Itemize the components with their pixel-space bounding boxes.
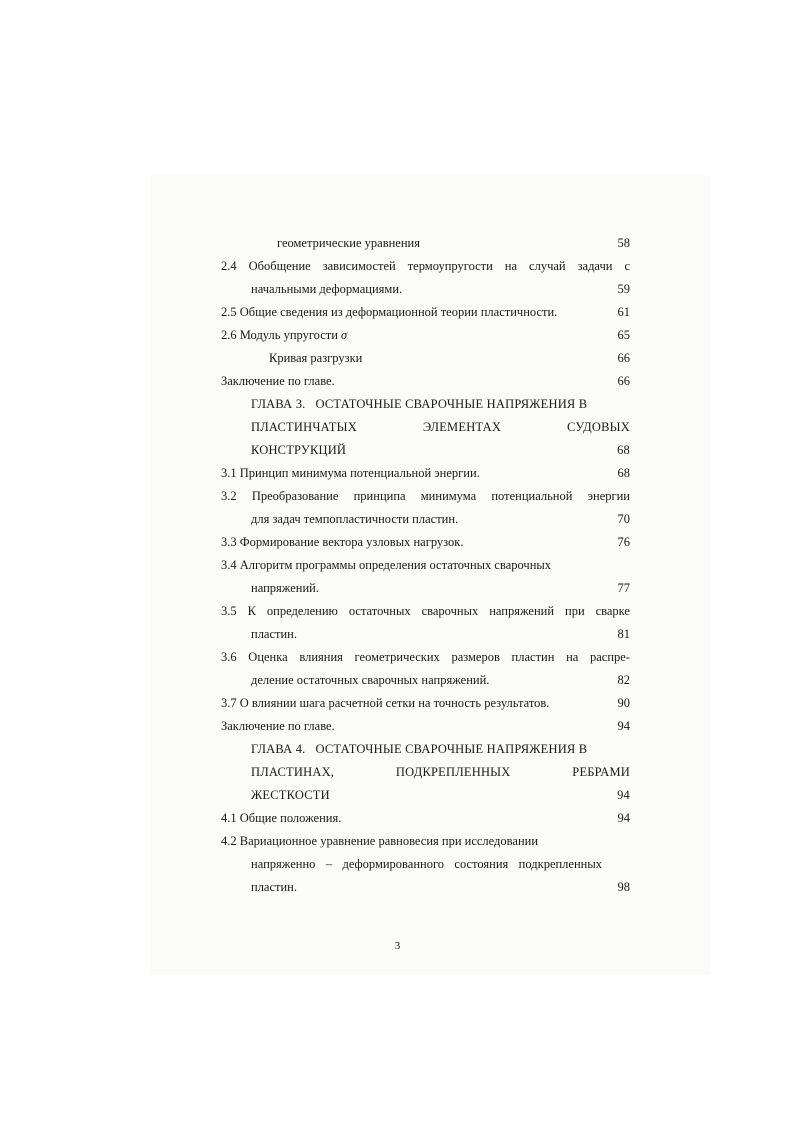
toc-page-number: 68 [617,466,630,480]
toc-page-number: 59 [617,282,630,296]
toc-entry-3-4 [221,554,630,577]
toc-entry-text: напряженно – деформированного состояния подкрепленных [251,857,602,871]
toc-entry-text: Кривая разгрузки [269,351,363,365]
sigma-symbol: σ [341,328,348,342]
toc-entry-4-2-continued-2 [221,876,630,899]
toc-page-number: 68 [617,443,630,457]
toc-entry-text: ПЛАСТИНАХ, ПОДКРЕПЛЕННЫХ РЕБРАМИ [251,765,630,779]
toc-entry-text: 4.1 Общие положения. [221,811,342,825]
table-of-contents [221,232,630,899]
toc-page-number: 94 [617,719,630,733]
toc-entry-text: пластин. [251,880,297,894]
toc-entry-text: 3.1 Принцип минимума потенциальной энергии. [221,466,480,480]
toc-entry-3-2 [221,485,630,508]
toc-page-number: 94 [617,811,630,825]
toc-chapter-3-title-line3 [221,439,630,462]
toc-entry-text: напряжений. [251,581,319,595]
toc-entry-text: для задач темпопластичности пластин. [251,512,459,526]
toc-page-number: 90 [617,696,630,710]
toc-entry-text-wrap [221,324,602,347]
toc-entry-2-4-continued [221,278,630,301]
toc-entry-3-2-continued [221,508,630,531]
toc-page-number: 61 [617,305,630,319]
toc-entry-text: ЖЕСТКОСТИ [251,788,330,802]
toc-page-number: 82 [617,673,630,687]
toc-entry-2-4 [221,255,630,278]
toc-entry-3-6-continued [221,669,630,692]
toc-entry-text: 3.4 Алгоритм программы определения остаточных сварочных [221,558,552,572]
toc-entry-text: начальными деформациями. [251,282,403,296]
toc-entry-text: 3.6 Оценка влияния геометрических размеров пластин на распре- [221,650,630,664]
toc-entry-text: 3.5 К определению остаточных сварочных напряжений при сварке [221,604,630,618]
toc-entry-conclusion-ch2 [221,370,630,393]
toc-page-number: 81 [617,627,630,641]
toc-entry-text: Заключение по главе. [221,719,335,733]
toc-entry-text: 2.5 Общие сведения из деформационной теории пластичности. [221,305,558,319]
toc-entry-3-5 [221,600,630,623]
toc-entry-3-7 [221,692,630,715]
toc-entry-3-1 [221,462,630,485]
toc-entry-text: 4.2 Вариационное уравнение равновесия при исследовании [221,834,539,848]
toc-page-number: 66 [617,374,630,388]
page-number: 3 [394,940,401,952]
toc-entry-text: 3.3 Формирование вектора узловых нагрузок. [221,535,464,549]
toc-entry-geometric-equations [221,232,630,255]
toc-page-number: 66 [617,351,630,365]
toc-entry-text: деление остаточных сварочных напряжений. [251,673,490,687]
toc-chapter-4-title-line2 [221,761,630,784]
toc-entry-4-2 [221,830,630,853]
toc-entry-3-3 [221,531,630,554]
toc-entry-3-6 [221,646,630,669]
toc-entry-text: 2.6 Модуль упругости [221,328,338,342]
toc-entry-text: геометрические уравнения [277,236,420,250]
toc-page-number: 70 [617,512,630,526]
toc-chapter-4-title-line3 [221,784,630,807]
toc-page-number: 77 [617,581,630,595]
toc-entry-3-5-continued [221,623,630,646]
toc-entry-2-6 [221,324,630,347]
toc-entry-text: КОНСТРУКЦИЙ [251,443,347,457]
toc-entry-text: 3.2 Преобразование принципа минимума потенциальной энергии [221,489,630,503]
toc-entry-text: ГЛАВА 3. ОСТАТОЧНЫЕ СВАРОЧНЫЕ НАПРЯЖЕНИЯ В [251,397,588,411]
toc-entry-conclusion-ch3 [221,715,630,738]
toc-entry-text: ПЛАСТИНЧАТЫХ ЭЛЕМЕНТАХ СУДОВЫХ [251,420,630,434]
toc-entry-unloading-curve [221,347,630,370]
toc-page-number: 76 [617,535,630,549]
toc-entry-4-2-continued [221,853,630,876]
toc-entry-text: 3.7 О влиянии шага расчетной сетки на точность результатов. [221,696,550,710]
toc-entry-text: пластин. [251,627,297,641]
toc-entry-text: ГЛАВА 4. ОСТАТОЧНЫЕ СВАРОЧНЫЕ НАПРЯЖЕНИЯ В [251,742,588,756]
toc-chapter-4-title-line1 [221,738,630,761]
toc-entry-4-1 [221,807,630,830]
toc-entry-2-5 [221,301,630,324]
toc-chapter-3-title-line1 [221,393,630,416]
toc-entry-3-4-continued [221,577,630,600]
toc-page-number: 58 [617,236,630,250]
toc-page-number: 65 [617,328,630,342]
toc-page-number: 98 [617,880,630,894]
toc-page-number: 94 [617,788,630,802]
toc-entry-text: Заключение по главе. [221,374,335,388]
toc-chapter-3-title-line2 [221,416,630,439]
toc-entry-text: 2.4 Обобщение зависимостей термоупругости на случай задачи с [221,259,630,273]
